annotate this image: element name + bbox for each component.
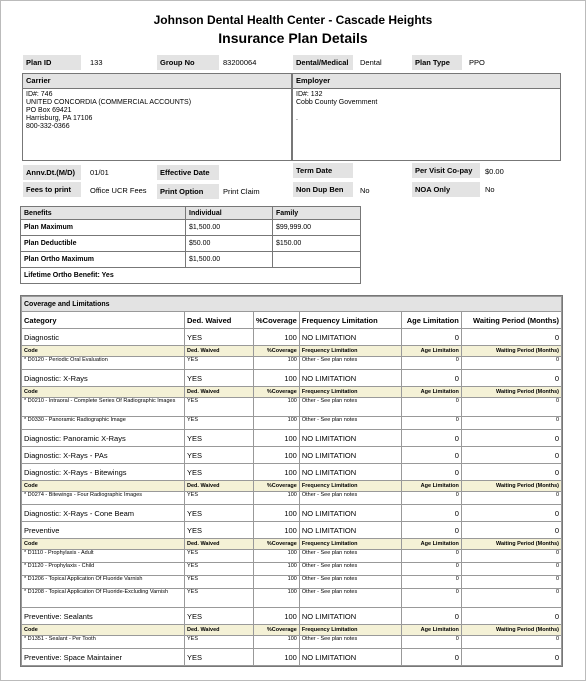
age-limit-cell: 0 xyxy=(401,430,461,447)
code-header-row xyxy=(22,539,562,550)
noa-value: No xyxy=(485,185,495,194)
table-row xyxy=(22,464,562,481)
carrier-line: UNITED CONCORDIA (COMMERCIAL ACCOUNTS) xyxy=(26,99,192,106)
waiting-period-cell: 0 xyxy=(461,329,561,346)
waiting-period-cell: 0 xyxy=(461,649,561,666)
age-limit-cell: 0 xyxy=(401,464,461,481)
waiting-period-code-cell: 0 xyxy=(461,398,561,417)
category-cell: Preventive xyxy=(22,522,185,539)
ded-waived-subheader: Ded. Waived xyxy=(185,387,254,398)
frequency-cell: NO LIMITATION xyxy=(299,370,401,387)
age-limit-code-cell: 0 xyxy=(401,636,461,649)
coverage-code-cell: 100 xyxy=(254,589,300,608)
table-row xyxy=(21,268,361,284)
category-subheader: Code xyxy=(22,346,185,357)
ded-waived-cell: YES xyxy=(185,370,254,387)
waiting-period-cell: 0 xyxy=(461,370,561,387)
family-header: Family xyxy=(273,207,361,220)
dental-medical-value: Dental xyxy=(360,58,382,67)
age-limit-subheader: Age Limitation xyxy=(401,481,461,492)
employer-box xyxy=(292,73,561,161)
waiting-period-code-cell: 0 xyxy=(461,563,561,576)
center-name: Johnson Dental Health Center - Cascade Heights xyxy=(153,13,433,27)
ded-waived-code-cell: YES xyxy=(185,417,254,430)
coverage-code-cell: 100 xyxy=(254,550,300,563)
category-code-cell: * D1120 - Prophylaxis - Child xyxy=(22,563,185,576)
coverage-cell: 100 xyxy=(254,329,300,346)
waiting-period-cell: 0 xyxy=(461,464,561,481)
noa-label: NOA Only xyxy=(412,182,480,197)
ded-waived-subheader: Ded. Waived xyxy=(185,481,254,492)
frequency-cell: NO LIMITATION xyxy=(299,329,401,346)
coverage-title: Coverage and Limitations xyxy=(22,297,562,312)
carrier-line: Harrisburg, PA 17106 xyxy=(26,115,93,122)
category-header: Category xyxy=(22,312,185,329)
category-cell: Diagnostic: X-Rays xyxy=(22,370,185,387)
plan-id-label: Plan ID xyxy=(23,55,81,70)
frequency-code-cell: Other - See plan notes xyxy=(299,398,401,417)
benefits-header: Benefits xyxy=(21,207,186,220)
carrier-line: 800-332-0366 xyxy=(26,123,70,130)
table-row xyxy=(22,329,562,346)
ded-waived-code-cell: YES xyxy=(185,563,254,576)
group-no-label: Group No xyxy=(157,55,219,70)
employer-line: ID#: 132 xyxy=(296,91,323,98)
category-code-cell: * D1208 - Topical Application Of Fluoride-Excluding Varnish xyxy=(22,589,185,608)
ded-waived-header: Ded. Waived xyxy=(185,312,254,329)
category-code-cell: * D1206 - Topical Application Of Fluoride Varnish xyxy=(22,576,185,589)
code-row xyxy=(22,398,562,417)
code-header-row xyxy=(22,346,562,357)
category-code-cell: * D0120 - Periodic Oral Evaluation xyxy=(22,357,185,370)
benefits-table xyxy=(20,206,361,284)
ded-waived-cell: YES xyxy=(185,608,254,625)
age-limit-code-cell: 0 xyxy=(401,589,461,608)
waiting-period-cell: 0 xyxy=(461,522,561,539)
copay-label: Per Visit Co-pay xyxy=(412,163,480,178)
code-header-row xyxy=(22,481,562,492)
code-row xyxy=(22,636,562,649)
waiting-period-subheader: Waiting Period (Months) xyxy=(461,387,561,398)
age-limit-code-cell: 0 xyxy=(401,563,461,576)
benefit-name: Plan Maximum xyxy=(21,220,186,236)
non-dup-label: Non Dup Ben xyxy=(293,182,353,197)
waiting-period-code-cell: 0 xyxy=(461,357,561,370)
age-limit-cell: 0 xyxy=(401,329,461,346)
frequency-code-cell: Other - See plan notes xyxy=(299,589,401,608)
category-subheader: Code xyxy=(22,481,185,492)
coverage-code-cell: 100 xyxy=(254,357,300,370)
frequency-code-cell: Other - See plan notes xyxy=(299,550,401,563)
age-limit-code-cell: 0 xyxy=(401,576,461,589)
code-row xyxy=(22,550,562,563)
ded-waived-code-cell: YES xyxy=(185,636,254,649)
frequency-subheader: Frequency Limitation xyxy=(299,481,401,492)
ded-waived-cell: YES xyxy=(185,505,254,522)
frequency-cell: NO LIMITATION xyxy=(299,464,401,481)
table-row xyxy=(21,220,361,236)
age-limit-cell: 0 xyxy=(401,522,461,539)
benefit-family xyxy=(273,252,361,268)
frequency-cell: NO LIMITATION xyxy=(299,608,401,625)
waiting-period-cell: 0 xyxy=(461,505,561,522)
age-limit-cell: 0 xyxy=(401,608,461,625)
frequency-subheader: Frequency Limitation xyxy=(299,539,401,550)
coverage-cell: 100 xyxy=(254,464,300,481)
frequency-subheader: Frequency Limitation xyxy=(299,346,401,357)
ded-waived-code-cell: YES xyxy=(185,357,254,370)
waiting-period-code-cell: 0 xyxy=(461,550,561,563)
table-row xyxy=(22,447,562,464)
coverage-cell: 100 xyxy=(254,447,300,464)
category-code-cell: * D0274 - Bitewings - Four Radiographic Images xyxy=(22,492,185,505)
benefit-name: Plan Deductible xyxy=(21,236,186,252)
code-row xyxy=(22,589,562,608)
plan-type-label: Plan Type xyxy=(412,55,462,70)
ded-waived-cell: YES xyxy=(185,329,254,346)
category-subheader: Code xyxy=(22,387,185,398)
ded-waived-subheader: Ded. Waived xyxy=(185,346,254,357)
age-limit-code-cell: 0 xyxy=(401,357,461,370)
carrier-box xyxy=(22,73,292,161)
employer-line xyxy=(296,107,557,115)
age-limit-code-cell: 0 xyxy=(401,417,461,430)
coverage-subheader: %Coverage xyxy=(254,387,300,398)
coverage-subheader: %Coverage xyxy=(254,346,300,357)
category-code-cell: * D1110 - Prophylaxis - Adult xyxy=(22,550,185,563)
waiting-period-subheader: Waiting Period (Months) xyxy=(461,481,561,492)
coverage-cell: 100 xyxy=(254,430,300,447)
code-header-row xyxy=(22,625,562,636)
carrier-line: ID#: 746 xyxy=(26,91,53,98)
waiting-period-subheader: Waiting Period (Months) xyxy=(461,346,561,357)
ded-waived-code-cell: YES xyxy=(185,492,254,505)
coverage-header: %Coverage xyxy=(254,312,300,329)
waiting-period-cell: 0 xyxy=(461,430,561,447)
frequency-code-cell: Other - See plan notes xyxy=(299,357,401,370)
code-row xyxy=(22,417,562,430)
ded-waived-subheader: Ded. Waived xyxy=(185,539,254,550)
table-row xyxy=(22,522,562,539)
term-date-label: Term Date xyxy=(293,163,353,178)
coverage-code-cell: 100 xyxy=(254,417,300,430)
category-cell: Diagnostic: X-Rays - Cone Beam xyxy=(22,505,185,522)
waiting-period-code-cell: 0 xyxy=(461,576,561,589)
employer-label: Employer xyxy=(293,74,560,89)
waiting-period-header: Waiting Period (Months) xyxy=(461,312,561,329)
non-dup-value: No xyxy=(360,186,370,195)
category-cell: Diagnostic: Panoramic X-Rays xyxy=(22,430,185,447)
frequency-cell: NO LIMITATION xyxy=(299,447,401,464)
coverage-code-cell: 100 xyxy=(254,636,300,649)
page-title: Insurance Plan Details xyxy=(218,30,368,46)
frequency-cell: NO LIMITATION xyxy=(299,522,401,539)
coverage-code-cell: 100 xyxy=(254,398,300,417)
table-row xyxy=(22,608,562,625)
anniv-label: Annv.Dt.(M/D) xyxy=(23,165,81,180)
benefit-name: Plan Ortho Maximum xyxy=(21,252,186,268)
category-code-cell: * D0210 - Intraoral - Complete Series Of Radiographic Images xyxy=(22,398,185,417)
age-limit-subheader: Age Limitation xyxy=(401,346,461,357)
coverage-code-cell: 100 xyxy=(254,576,300,589)
frequency-cell: NO LIMITATION xyxy=(299,505,401,522)
table-row xyxy=(22,505,562,522)
anniv-value: 01/01 xyxy=(90,168,109,177)
ded-waived-cell: YES xyxy=(185,464,254,481)
age-limit-code-cell: 0 xyxy=(401,398,461,417)
code-row xyxy=(22,492,562,505)
plan-id-value: 133 xyxy=(90,58,103,67)
ded-waived-subheader: Ded. Waived xyxy=(185,625,254,636)
table-row xyxy=(22,649,562,666)
carrier-label: Carrier xyxy=(23,74,291,89)
coverage-subheader: %Coverage xyxy=(254,481,300,492)
benefit-individual: $1,500.00 xyxy=(186,220,273,236)
code-header-row xyxy=(22,387,562,398)
benefit-individual: $1,500.00 xyxy=(186,252,273,268)
table-row xyxy=(21,252,361,268)
category-cell: Preventive: Sealants xyxy=(22,608,185,625)
waiting-period-cell: 0 xyxy=(461,447,561,464)
employer-line: . xyxy=(296,115,298,122)
ded-waived-code-cell: YES xyxy=(185,589,254,608)
dental-medical-label: Dental/Medical xyxy=(293,55,353,70)
age-limit-code-cell: 0 xyxy=(401,492,461,505)
ded-waived-code-cell: YES xyxy=(185,398,254,417)
category-code-cell: * D1351 - Sealant - Per Tooth xyxy=(22,636,185,649)
category-code-cell: * D0330 - Panoramic Radiographic Image xyxy=(22,417,185,430)
frequency-code-cell: Other - See plan notes xyxy=(299,576,401,589)
benefit-family: $99,999.00 xyxy=(273,220,361,236)
code-row xyxy=(22,357,562,370)
frequency-code-cell: Other - See plan notes xyxy=(299,563,401,576)
code-row xyxy=(22,576,562,589)
age-limit-cell: 0 xyxy=(401,370,461,387)
category-cell: Diagnostic: X-Rays - Bitewings xyxy=(22,464,185,481)
coverage-cell: 100 xyxy=(254,505,300,522)
frequency-code-cell: Other - See plan notes xyxy=(299,636,401,649)
category-cell: Diagnostic xyxy=(22,329,185,346)
coverage-cell: 100 xyxy=(254,522,300,539)
fees-value: Office UCR Fees xyxy=(90,186,147,195)
copay-value: $0.00 xyxy=(485,167,504,176)
age-limit-cell: 0 xyxy=(401,505,461,522)
table-row xyxy=(21,236,361,252)
effective-date-label: Effective Date xyxy=(157,165,219,180)
table-row xyxy=(22,370,562,387)
ded-waived-code-cell: YES xyxy=(185,576,254,589)
waiting-period-code-cell: 0 xyxy=(461,417,561,430)
print-option-label: Print Option xyxy=(157,184,219,199)
individual-header: Individual xyxy=(186,207,273,220)
category-cell: Preventive: Space Maintainer xyxy=(22,649,185,666)
lifetime-ortho: Lifetime Ortho Benefit: Yes xyxy=(21,268,361,284)
coverage-code-cell: 100 xyxy=(254,563,300,576)
age-limit-cell: 0 xyxy=(401,649,461,666)
waiting-period-code-cell: 0 xyxy=(461,636,561,649)
plan-type-value: PPO xyxy=(469,58,485,67)
employer-line: Cobb County Government xyxy=(296,99,378,106)
ded-waived-cell: YES xyxy=(185,649,254,666)
frequency-subheader: Frequency Limitation xyxy=(299,387,401,398)
group-no-value: 83200064 xyxy=(223,58,257,67)
age-limit-cell: 0 xyxy=(401,447,461,464)
benefit-individual: $50.00 xyxy=(186,236,273,252)
waiting-period-subheader: Waiting Period (Months) xyxy=(461,539,561,550)
coverage-subheader: %Coverage xyxy=(254,625,300,636)
category-subheader: Code xyxy=(22,539,185,550)
coverage-cell: 100 xyxy=(254,370,300,387)
age-limit-subheader: Age Limitation xyxy=(401,625,461,636)
category-cell: Diagnostic: X-Rays - PAs xyxy=(22,447,185,464)
benefit-family: $150.00 xyxy=(273,236,361,252)
age-limit-subheader: Age Limitation xyxy=(401,539,461,550)
code-row xyxy=(22,563,562,576)
coverage-cell: 100 xyxy=(254,608,300,625)
carrier-line: PO Box 69421 xyxy=(26,107,72,114)
print-option-value: Print Claim xyxy=(223,187,260,196)
age-limit-subheader: Age Limitation xyxy=(401,387,461,398)
waiting-period-code-cell: 0 xyxy=(461,492,561,505)
coverage-code-cell: 100 xyxy=(254,492,300,505)
frequency-code-cell: Other - See plan notes xyxy=(299,417,401,430)
ded-waived-code-cell: YES xyxy=(185,550,254,563)
coverage-table xyxy=(20,295,563,667)
coverage-subheader: %Coverage xyxy=(254,539,300,550)
frequency-cell: NO LIMITATION xyxy=(299,430,401,447)
ded-waived-cell: YES xyxy=(185,522,254,539)
waiting-period-cell: 0 xyxy=(461,608,561,625)
frequency-code-cell: Other - See plan notes xyxy=(299,492,401,505)
ded-waived-cell: YES xyxy=(185,447,254,464)
frequency-subheader: Frequency Limitation xyxy=(299,625,401,636)
waiting-period-subheader: Waiting Period (Months) xyxy=(461,625,561,636)
ded-waived-cell: YES xyxy=(185,430,254,447)
frequency-cell: NO LIMITATION xyxy=(299,649,401,666)
frequency-header: Frequency Limitation xyxy=(299,312,401,329)
category-subheader: Code xyxy=(22,625,185,636)
age-limit-header: Age Limitation xyxy=(401,312,461,329)
waiting-period-code-cell: 0 xyxy=(461,589,561,608)
coverage-cell: 100 xyxy=(254,649,300,666)
table-row xyxy=(22,430,562,447)
fees-label: Fees to print xyxy=(23,182,81,197)
age-limit-code-cell: 0 xyxy=(401,550,461,563)
